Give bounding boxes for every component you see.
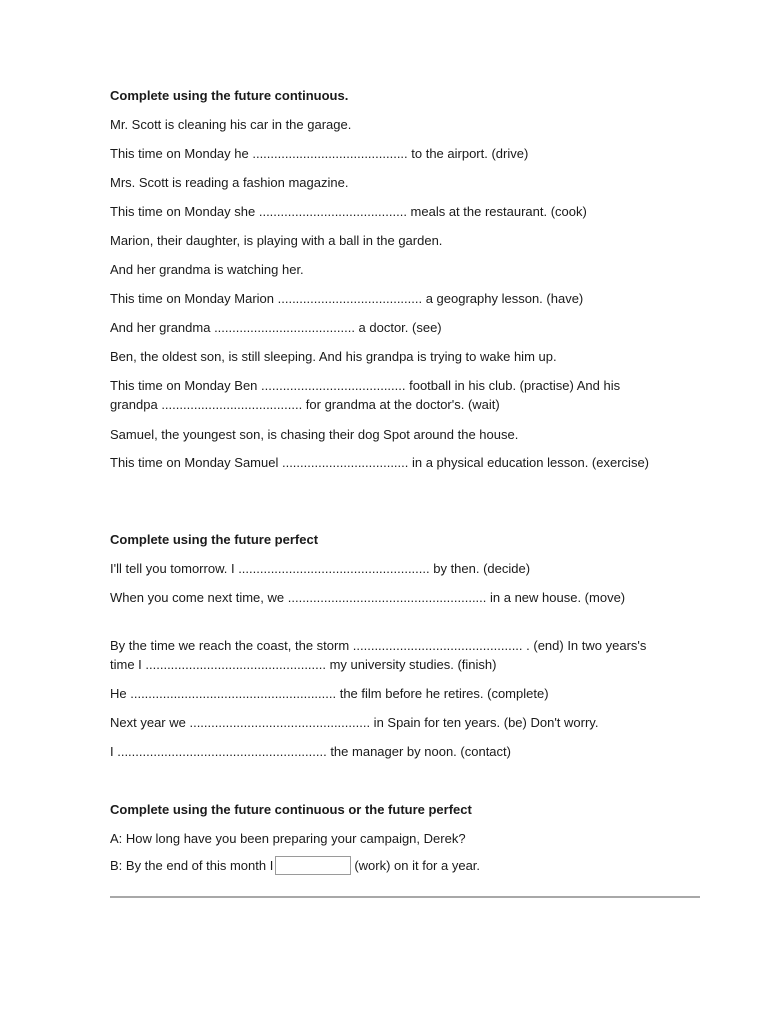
exercise-line: And her grandma ....................................... a doctor. (see) — [110, 320, 442, 335]
exercise-line: I'll tell you tomorrow. I ..................................................... by then. (decide) — [110, 561, 531, 576]
exercise-line: Mr. Scott is cleaning his car in the garage. — [110, 117, 352, 132]
exercise-line: And her grandma is watching her. — [110, 262, 304, 277]
dialogue-question: A: How long have you been preparing your campaign, Derek? — [110, 831, 466, 846]
exercise-line: This time on Monday he ........................................... to the airport. (drive) — [110, 146, 529, 161]
section3-heading: Complete using the future continuous or the future perfect — [110, 802, 472, 817]
answer-text-before: B: By the end of this month I — [110, 858, 274, 873]
exercise-line: Marion, their daughter, is playing with a ball in the garden. — [110, 233, 443, 248]
answer-input-box[interactable] — [275, 856, 351, 875]
exercise-line: He ......................................................... the film before he retires. (complete) — [110, 686, 549, 701]
section2-heading: Complete using the future perfect — [110, 532, 319, 547]
exercise-line: This time on Monday Ben ........................................ football in his club. (practise) And his grandpa ....................................... for grandma at the doctor's. (wait) — [110, 378, 621, 412]
exercise-line: Samuel, the youngest son, is chasing their dog Spot around the house. — [110, 427, 519, 442]
exercise-line: Mrs. Scott is reading a fashion magazine. — [110, 175, 349, 190]
exercise-line: By the time we reach the coast, the storm ............................................... . (end) In two years's time I .................................................. my university studies. (finish) — [110, 638, 647, 672]
exercise-line: When you come next time, we ....................................................... in a new house. (move) — [110, 590, 626, 605]
dialogue-answer — [110, 856, 670, 875]
exercise-line: This time on Monday she ......................................... meals at the restaurant. (cook) — [110, 204, 587, 219]
section1-heading: Complete using the future continuous. — [110, 88, 349, 103]
exercise-line: This time on Monday Samuel ................................... in a physical education lesson. (exercise) — [110, 455, 649, 470]
answer-text-after: (work) on it for a year. — [354, 858, 481, 873]
bottom-divider — [110, 896, 700, 898]
exercise-line: This time on Monday Marion ........................................ a geography lesson. (have) — [110, 291, 584, 306]
exercise-line: I .......................................................... the manager by noon. (contact) — [110, 744, 511, 759]
exercise-line: Ben, the oldest son, is still sleeping. And his grandpa is trying to wake him up. — [110, 349, 557, 364]
exercise-line: Next year we .................................................. in Spain for ten years. (be) Don't worry. — [110, 715, 599, 730]
